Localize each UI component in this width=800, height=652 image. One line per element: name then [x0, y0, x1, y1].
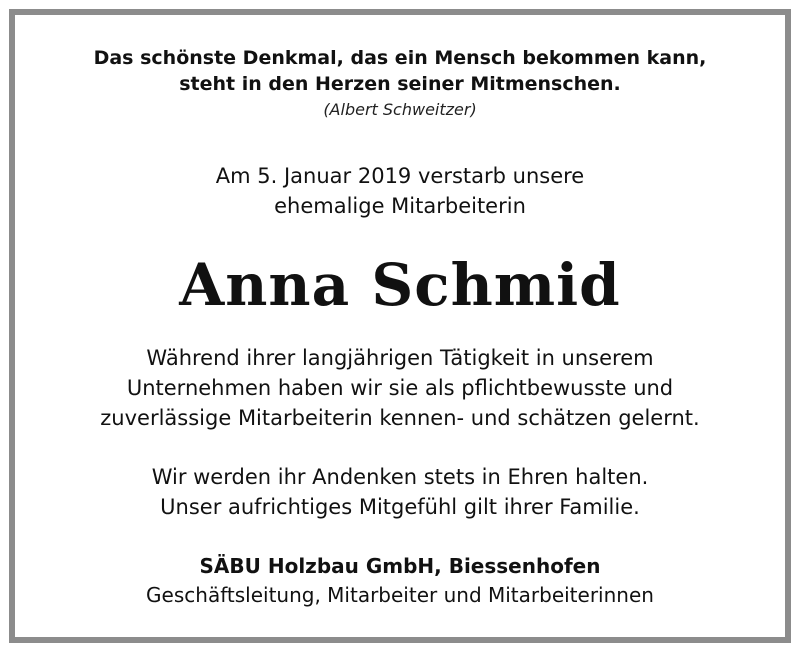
signature-staff: Geschäftsleitung, Mitarbeiter und Mitarbeiterinnen — [146, 583, 654, 607]
quote-line: Das schönste Denkmal, das ein Mensch bekommen kann, — [93, 47, 707, 69]
intro-block — [15, 161, 785, 221]
tribute-line: Unternehmen haben wir sie als pflichtbewusste und — [126, 376, 674, 400]
condolence-line: Wir werden ihr Andenken stets in Ehren halten. — [151, 465, 649, 489]
quote-line: steht in den Herzen seiner Mitmenschen. — [179, 73, 621, 95]
tribute-paragraph — [15, 343, 785, 433]
intro-line: Am 5. Januar 2019 verstarb unsere — [215, 164, 585, 188]
tribute-line: Während ihrer langjährigen Tätigkeit in unserem — [146, 346, 654, 370]
quote-author: (Albert Schweitzer) — [323, 100, 477, 119]
condolence-paragraph — [15, 462, 785, 522]
condolence-line: Unser aufrichtiges Mitgefühl gilt ihrer Familie. — [160, 495, 640, 519]
tribute-line: zuverlässige Mitarbeiterin kennen- und schätzen gelernt. — [100, 406, 700, 430]
obituary-frame — [9, 9, 791, 643]
intro-line: ehemalige Mitarbeiterin — [274, 194, 526, 218]
signature-company: SÄBU Holzbau GmbH, Biessenhofen — [199, 554, 601, 578]
quote-block — [15, 45, 785, 97]
deceased-name: Anna Schmid — [179, 251, 621, 319]
